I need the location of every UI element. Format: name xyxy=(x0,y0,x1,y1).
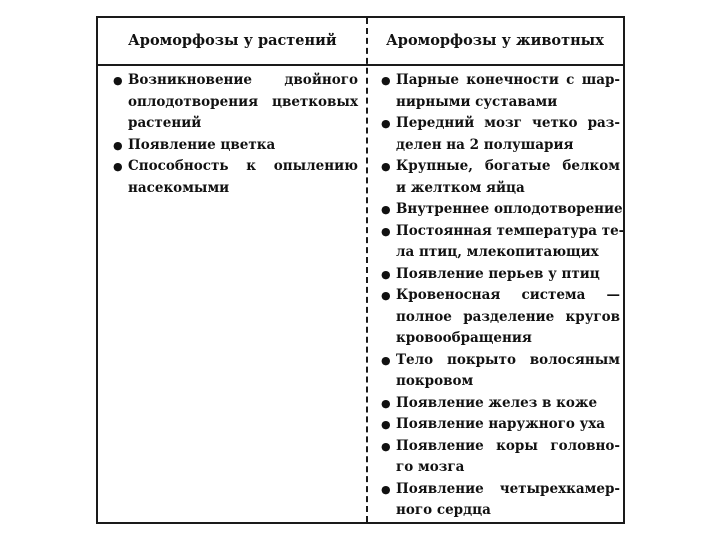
animal-item xyxy=(376,221,625,264)
animal-item-line: делен на 2 полушария xyxy=(396,136,574,153)
bullet-icon: ● xyxy=(113,138,123,152)
plant-item xyxy=(108,135,358,157)
animal-item-line: кровообращения xyxy=(396,330,532,346)
bullet-icon: ● xyxy=(113,74,123,87)
animal-item xyxy=(376,199,623,221)
bullet-icon: ● xyxy=(381,267,391,281)
plant-item-line: Появление цветка xyxy=(128,136,276,153)
table-header-row xyxy=(98,18,623,66)
bullet-icon: ● xyxy=(381,117,391,130)
plant-item-line: Возникновение двойного xyxy=(128,72,358,88)
animal-item-line: и желтком яйца xyxy=(396,179,525,196)
animal-item xyxy=(376,479,620,522)
animal-item-line: Появление наружного уха xyxy=(396,416,606,432)
bullet-icon: ● xyxy=(381,482,391,496)
animal-item xyxy=(376,350,620,393)
animal-item-line: Появление четырехкамер- xyxy=(396,480,620,497)
header-plants: Ароморфозы у растений xyxy=(128,32,337,49)
plants-list xyxy=(108,70,358,199)
bullet-icon: ● xyxy=(381,353,391,367)
animal-item-line: ного сердца xyxy=(396,502,491,518)
animal-item-line: Кровеносная система — xyxy=(396,287,620,303)
bullet-icon: ● xyxy=(381,203,391,216)
animal-item xyxy=(376,70,620,113)
animal-item-line: полное разделение кругов xyxy=(396,308,620,325)
plant-item-line: насекомыми xyxy=(128,179,230,196)
plant-item xyxy=(108,156,358,199)
animal-item-line: Постоянная температура те- xyxy=(396,222,625,239)
plant-item xyxy=(108,70,358,135)
plant-item-line: растений xyxy=(128,115,202,131)
animal-item-line: Появление желез в коже xyxy=(396,394,598,411)
animal-item-line: Крупные, богатые белком xyxy=(396,158,620,174)
animal-item xyxy=(376,414,620,436)
animal-item xyxy=(376,285,620,350)
animal-item-line: Передний мозг четко раз- xyxy=(396,115,620,131)
animal-item-line: Парные конечности с шар- xyxy=(396,72,620,88)
animal-item xyxy=(376,436,620,479)
plant-item-line: Способность к опылению xyxy=(128,158,358,174)
animal-item-line: покровом xyxy=(396,373,474,389)
animal-item xyxy=(376,156,620,199)
bullet-icon: ● xyxy=(381,224,391,238)
header-animals: Ароморфозы у животных xyxy=(386,32,604,49)
plant-item-line: оплодотворения цветковых xyxy=(128,93,358,110)
column-divider xyxy=(366,18,368,522)
animal-item xyxy=(376,264,620,286)
animal-item-line: го мозга xyxy=(396,459,465,475)
bullet-icon: ● xyxy=(381,289,391,302)
animals-list xyxy=(376,70,625,522)
aromorphoses-table xyxy=(96,16,625,524)
animal-item-line: нирными суставами xyxy=(396,93,558,110)
animal-item xyxy=(376,393,620,415)
animal-item-line: Тело покрыто волосяным xyxy=(396,351,620,368)
animal-item-line: Появление коры головно- xyxy=(396,437,620,454)
bullet-icon: ● xyxy=(381,160,391,173)
animal-item-line: Появление перьев у птиц xyxy=(396,265,600,282)
bullet-icon: ● xyxy=(381,439,391,453)
bullet-icon: ● xyxy=(381,396,391,410)
bullet-icon: ● xyxy=(113,160,123,173)
animal-item xyxy=(376,113,620,156)
animal-item-line: Внутреннее оплодотворение xyxy=(396,201,623,217)
bullet-icon: ● xyxy=(381,418,391,431)
animal-item-line: ла птиц, млекопитающих xyxy=(396,244,599,260)
bullet-icon: ● xyxy=(381,74,391,87)
